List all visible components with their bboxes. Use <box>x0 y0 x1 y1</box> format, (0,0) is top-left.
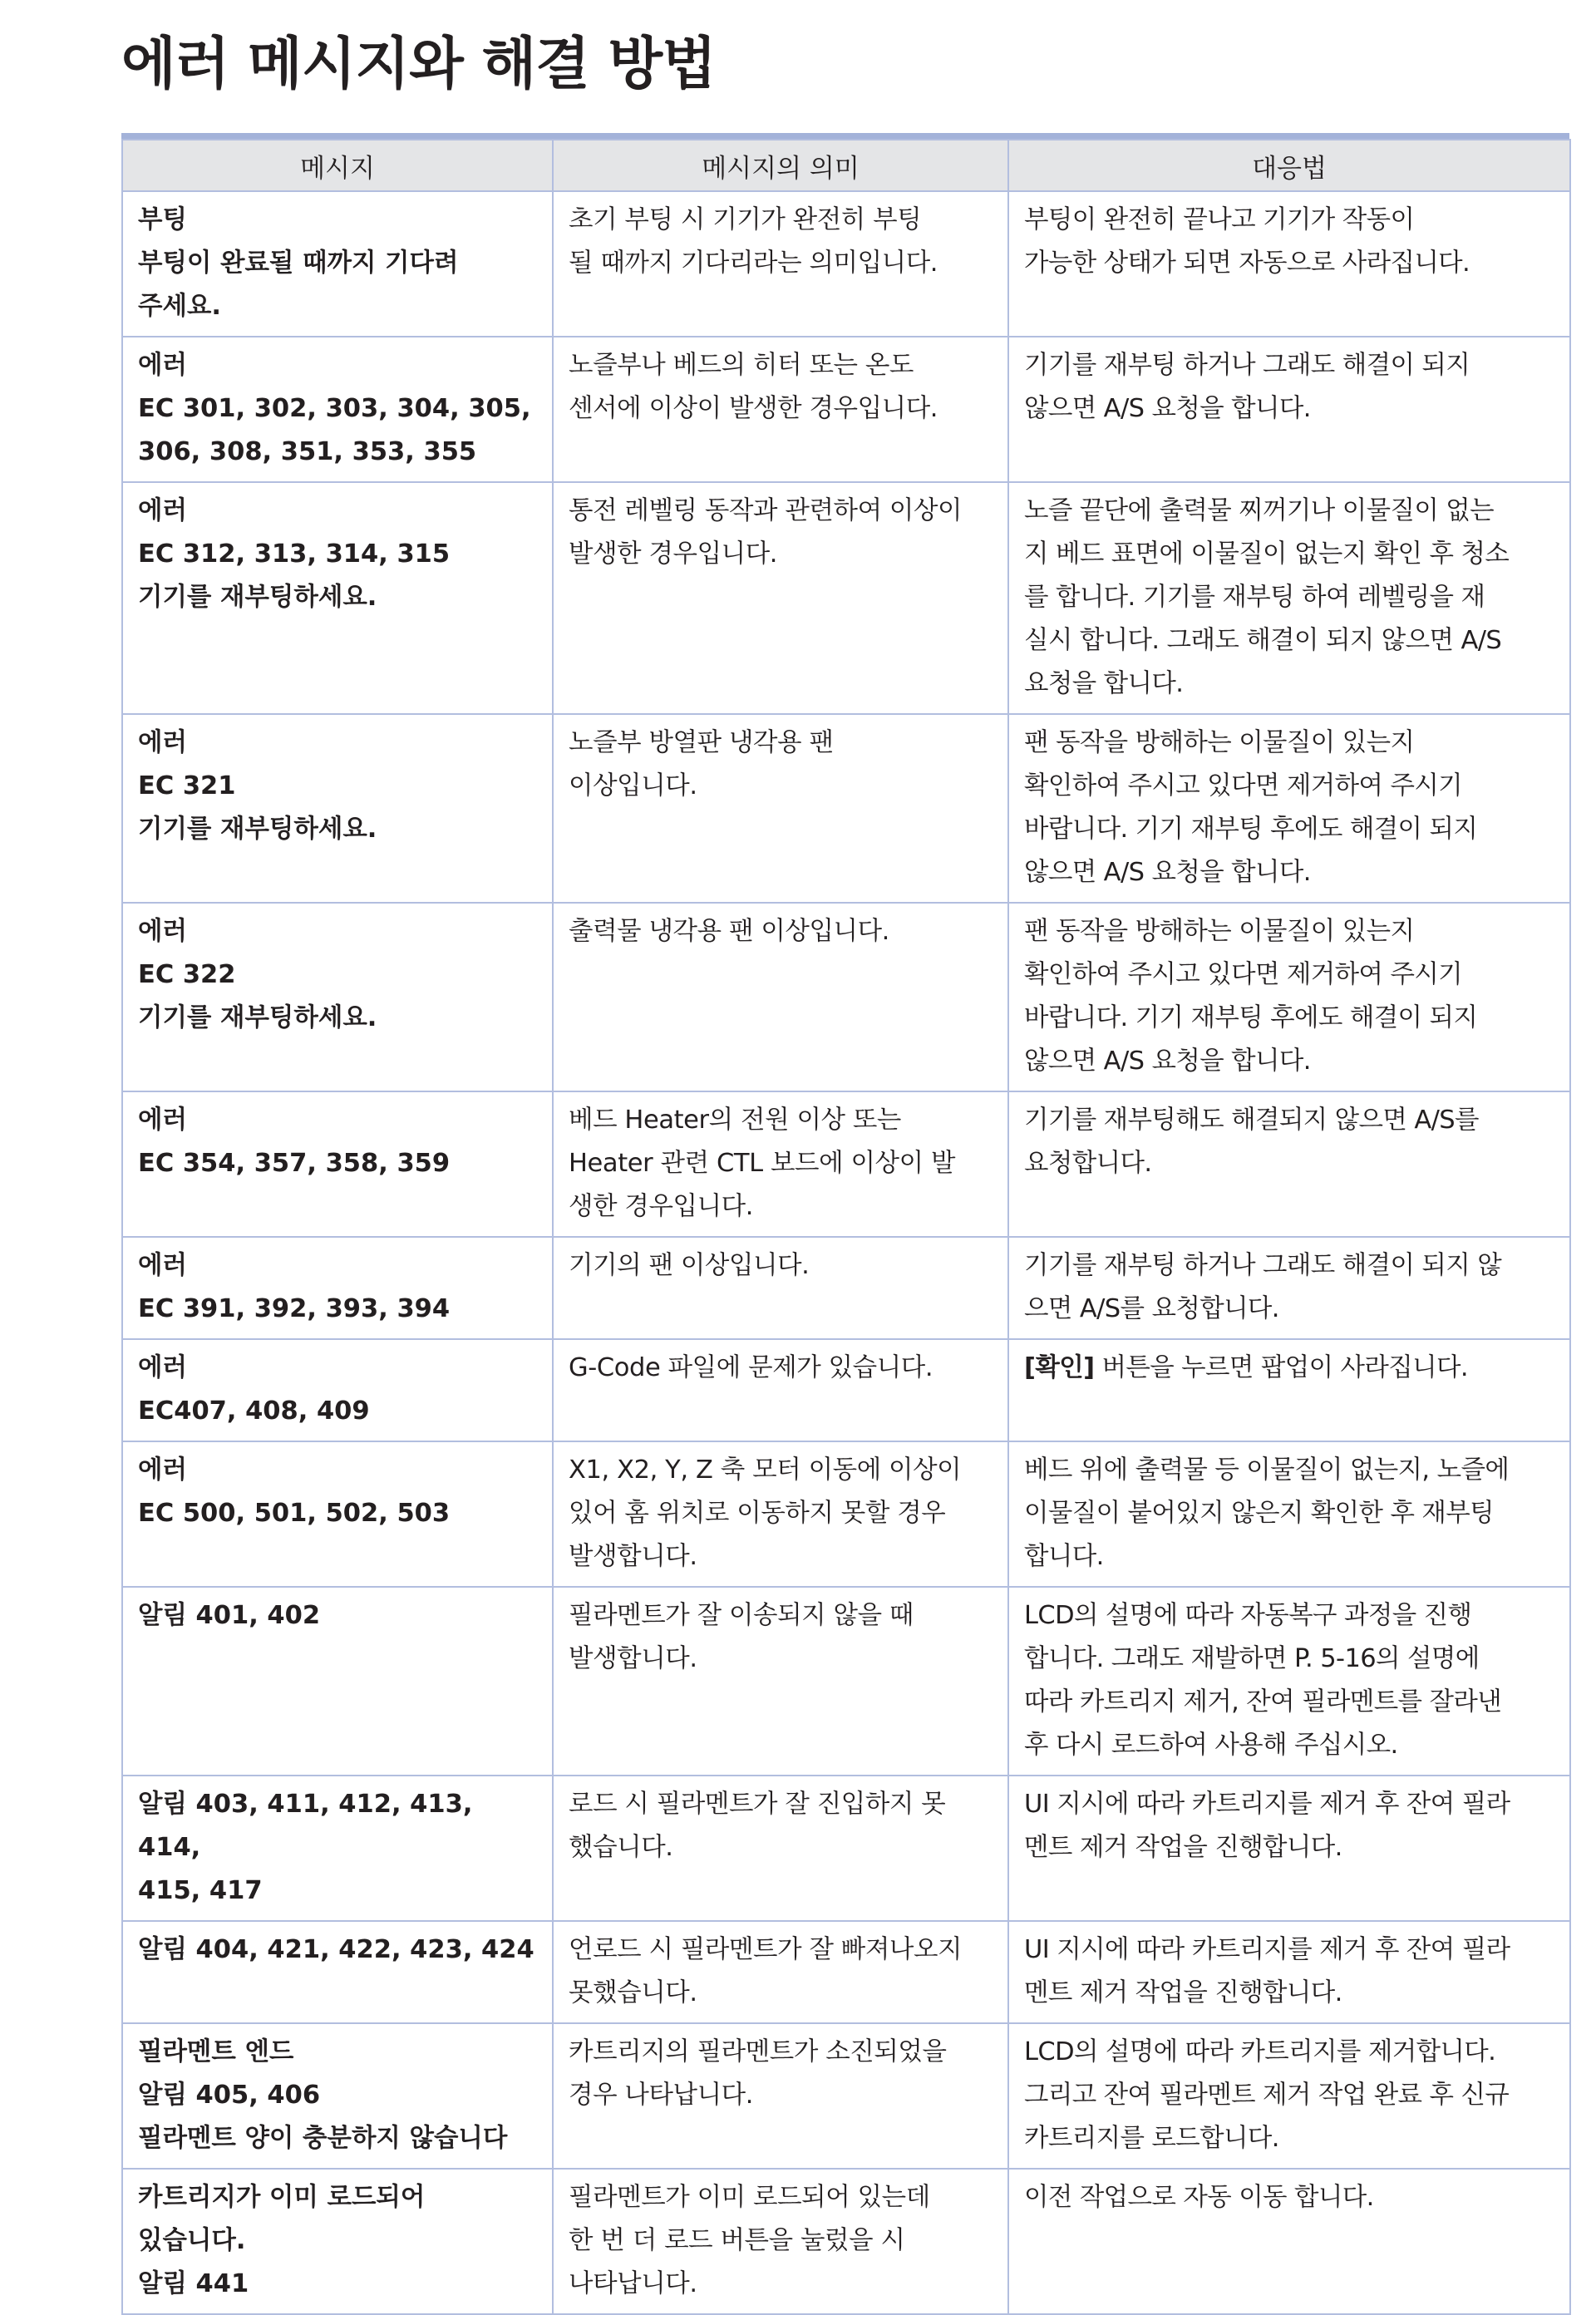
meaning-cell: 필라멘트가 잘 이송되지 않을 때 발생합니다. <box>553 1587 1008 1776</box>
action-cell <box>1008 482 1570 714</box>
action-cell <box>1008 1776 1570 1921</box>
meaning-cell: 로드 시 필라멘트가 잘 진입하지 못 했습니다. <box>553 1776 1008 1921</box>
action-cell <box>1008 1441 1570 1587</box>
action-cell <box>1008 2023 1570 2169</box>
message-cell: 에러 EC 322 기기를 재부팅하세요. <box>122 903 553 1091</box>
header-action: 대응법 <box>1008 140 1570 191</box>
action-text: 기기를 재부팅해도 해결되지 않으면 A/S를 요청합니다. <box>1024 1106 1479 1178</box>
action-cell <box>1008 2169 1570 2314</box>
meaning-cell: 베드 Heater의 전원 이상 또는 Heater 관련 CTL 보드에 이상이 발 생한 경우입니다. <box>553 1091 1008 1237</box>
error-message-table <box>121 139 1571 2315</box>
message-cell: 알림 401, 402 <box>122 1587 553 1776</box>
table-row <box>122 2169 1570 2314</box>
action-text: UI 지시에 따라 카트리지를 제거 후 잔여 필라 멘트 제거 작업을 진행합니다. <box>1024 1790 1510 1862</box>
action-cell <box>1008 191 1570 337</box>
table-header-row <box>122 140 1570 191</box>
meaning-cell: 노즐부 방열판 냉각용 팬 이상입니다. <box>553 714 1008 903</box>
action-text: 팬 동작을 방해하는 이물질이 있는지 확인하여 주시고 있다면 제거하여 주시기 바랍니다. 기기 재부팅 후에도 해결이 되지 않으면 A/S 요청을 합니다. <box>1024 917 1478 1076</box>
action-cell <box>1008 1091 1570 1237</box>
action-cell <box>1008 1339 1570 1441</box>
table-row <box>122 1441 1570 1587</box>
meaning-cell: 통전 레벨링 동작과 관련하여 이상이 발생한 경우입니다. <box>553 482 1008 714</box>
meaning-cell: 언로드 시 필라멘트가 잘 빠져나오지 못했습니다. <box>553 1921 1008 2023</box>
message-cell: 에러 EC 301, 302, 303, 304, 305, 306, 308, 351, 353, 355 <box>122 337 553 482</box>
action-cell <box>1008 1237 1570 1339</box>
action-text: LCD의 설명에 따라 카트리지를 제거합니다. 그리고 잔여 필라멘트 제거 작업 완료 후 신규 카트리지를 로드합니다. <box>1024 2037 1510 2153</box>
action-text: 노즐 끝단에 출력물 찌꺼기나 이물질이 없는 지 베드 표면에 이물질이 없는지 확인 후 청소 를 합니다. 기기를 재부팅 하여 레벨링을 재 실시 합니다. 그래도 해결이 되지 않으면 A/S 요청을 합니다. <box>1024 496 1510 698</box>
table-row <box>122 1091 1570 1237</box>
meaning-cell: 출력물 냉각용 팬 이상입니다. <box>553 903 1008 1091</box>
error-table-container <box>121 133 1569 2315</box>
table-row <box>122 903 1570 1091</box>
page-title: 에러 메시지와 해결 방법 <box>121 32 716 97</box>
message-cell: 알림 403, 411, 412, 413, 414, 415, 417 <box>122 1776 553 1921</box>
table-row <box>122 482 1570 714</box>
action-cell <box>1008 903 1570 1091</box>
action-text: 버튼을 누르면 팝업이 사라집니다. <box>1094 1353 1468 1382</box>
table-row <box>122 714 1570 903</box>
meaning-cell: 초기 부팅 시 기기가 완전히 부팅 될 때까지 기다리라는 의미입니다. <box>553 191 1008 337</box>
table-row <box>122 2023 1570 2169</box>
table-row <box>122 1237 1570 1339</box>
confirm-button-label: [확인] <box>1024 1353 1095 1382</box>
message-cell: 에러 EC 321 기기를 재부팅하세요. <box>122 714 553 903</box>
table-row <box>122 1339 1570 1441</box>
action-cell <box>1008 1921 1570 2023</box>
action-cell <box>1008 1587 1570 1776</box>
action-cell <box>1008 714 1570 903</box>
meaning-cell: 노즐부나 베드의 히터 또는 온도 센서에 이상이 발생한 경우입니다. <box>553 337 1008 482</box>
message-cell: 알림 404, 421, 422, 423, 424 <box>122 1921 553 2023</box>
action-text: LCD의 설명에 따라 자동복구 과정을 진행 합니다. 그래도 재발하면 P. 5-16의 설명에 따라 카트리지 제거, 잔여 필라멘트를 잘라낸 후 다시 로드하여 사용해 주십시오. <box>1024 1601 1502 1760</box>
message-cell: 에러 EC407, 408, 409 <box>122 1339 553 1441</box>
action-text: 베드 위에 출력물 등 이물질이 없는지, 노즐에 이물질이 붙어있지 않은지 확인한 후 재부팅 합니다. <box>1024 1455 1510 1571</box>
table-row <box>122 1587 1570 1776</box>
meaning-cell: 기기의 팬 이상입니다. <box>553 1237 1008 1339</box>
message-cell: 에러 EC 354, 357, 358, 359 <box>122 1091 553 1237</box>
header-message: 메시지 <box>122 140 553 191</box>
message-cell: 에러 EC 391, 392, 393, 394 <box>122 1237 553 1339</box>
meaning-cell: X1, X2, Y, Z 축 모터 이동에 이상이 있어 홈 위치로 이동하지 못할 경우 발생합니다. <box>553 1441 1008 1587</box>
action-text: 팬 동작을 방해하는 이물질이 있는지 확인하여 주시고 있다면 제거하여 주시기 바랍니다. 기기 재부팅 후에도 해결이 되지 않으면 A/S 요청을 합니다. <box>1024 728 1478 887</box>
meaning-cell: 카트리지의 필라멘트가 소진되었을 경우 나타납니다. <box>553 2023 1008 2169</box>
meaning-cell: 필라멘트가 이미 로드되어 있는데 한 번 더 로드 버튼을 눌렀을 시 나타납니다. <box>553 2169 1008 2314</box>
action-text: 이전 작업으로 자동 이동 합니다. <box>1024 2183 1374 2212</box>
message-cell: 에러 EC 312, 313, 314, 315 기기를 재부팅하세요. <box>122 482 553 714</box>
message-cell: 에러 EC 500, 501, 502, 503 <box>122 1441 553 1587</box>
message-cell: 카트리지가 이미 로드되어 있습니다. 알림 441 <box>122 2169 553 2314</box>
table-row <box>122 191 1570 337</box>
table-row <box>122 337 1570 482</box>
header-meaning: 메시지의 의미 <box>553 140 1008 191</box>
message-cell: 부팅 부팅이 완료될 때까지 기다려 주세요. <box>122 191 553 337</box>
action-text: UI 지시에 따라 카트리지를 제거 후 잔여 필라 멘트 제거 작업을 진행합니다. <box>1024 1935 1510 2007</box>
action-text: 기기를 재부팅 하거나 그래도 해결이 되지 않 으면 A/S를 요청합니다. <box>1024 1251 1502 1323</box>
action-cell <box>1008 337 1570 482</box>
action-text: 부팅이 완전히 끝나고 기기가 작동이 가능한 상태가 되면 자동으로 사라집니다. <box>1024 205 1470 278</box>
message-cell: 필라멘트 엔드 알림 405, 406 필라멘트 양이 충분하지 않습니다 <box>122 2023 553 2169</box>
table-row <box>122 1776 1570 1921</box>
table-row <box>122 1921 1570 2023</box>
meaning-cell: G-Code 파일에 문제가 있습니다. <box>553 1339 1008 1441</box>
action-text: 기기를 재부팅 하거나 그래도 해결이 되지 않으면 A/S 요청을 합니다. <box>1024 351 1470 423</box>
